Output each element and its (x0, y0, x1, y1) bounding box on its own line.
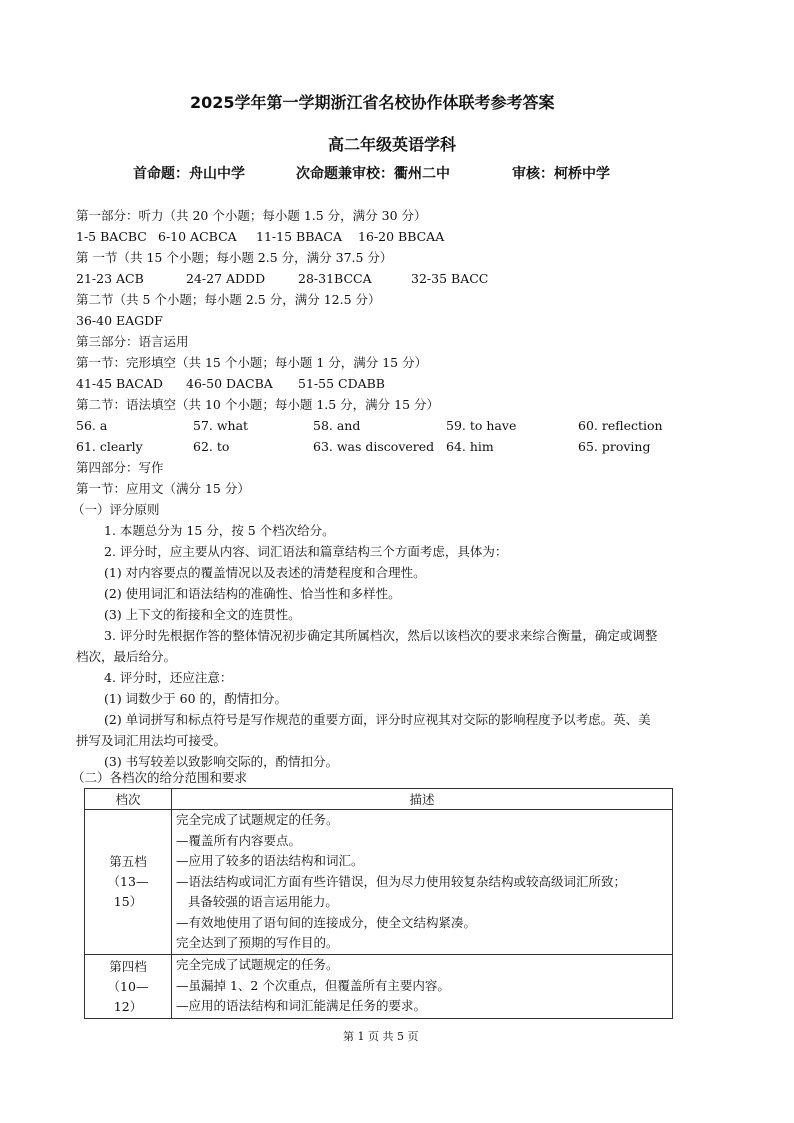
rubric-desc-line: 完全完成了试题规定的任务。 (176, 957, 339, 972)
page-number: 第 1 页 共 5 页 (343, 1030, 419, 1043)
principle-4b-cont: 拼写及词汇用法均可接受。 (76, 733, 227, 748)
principle-2: 2. 评分时，应主要从内容、词汇语法和篇章结构三个方面考虑，具体为： (104, 544, 508, 559)
credit-first-setter: 首命题：舟山中学 (133, 166, 245, 182)
part3-section1-heading: 第一节：完形填空（共 15 个小题；每小题 1 分，满分 15 分） (76, 355, 428, 370)
grammar-answer: 65. proving (578, 439, 651, 454)
answer-group: 21-23 ACB (76, 271, 144, 286)
grammar-answer: 60. reflection (578, 418, 663, 433)
principle-2a: (1) 对内容要点的覆盖情况以及表述的清楚程度和合理性。 (104, 565, 426, 580)
rubric-desc-line: 完全完成了试题规定的任务。 (176, 812, 339, 827)
part3-heading: 第三部分：语言运用 (76, 334, 189, 349)
principle-4c: (3) 书写较差以致影响交际的，酌情扣分。 (104, 754, 339, 769)
answer-group: 41-45 BACAD (76, 376, 163, 391)
principle-4: 4. 评分时，还应注意： (104, 670, 233, 685)
rubric-header-description: 描述 (172, 789, 673, 810)
answer-group: 32-35 BACC (411, 271, 489, 286)
rubric-desc-line: —语法结构或词汇方面有些许错误，但为尽力使用较复杂结构或较高级词汇所致； (176, 873, 627, 889)
rubric-desc-line: —有效地使用了语句间的连接成分，使全文结构紧凑。 (176, 914, 477, 930)
rubric-header-row (85, 789, 673, 810)
part4-heading: 第四部分：写作 (76, 460, 164, 475)
answer-group: 51-55 CDABB (298, 376, 385, 391)
rubric-desc-line: —应用的语法结构和词汇能满足任务的要求。 (176, 998, 427, 1013)
rubric-level-name: 第五档 (109, 854, 147, 869)
answer-group: 46-50 DACBA (186, 376, 273, 391)
rubric-level-name: 第四档 (109, 958, 147, 974)
principle-4a: (1) 词数少于 60 的，酌情扣分。 (104, 691, 288, 706)
rubric-level-range: （13— (107, 874, 149, 889)
grammar-answer: 58. and (313, 418, 361, 433)
part1-heading: 第一部分：听力（共 20 个小题；每小题 1.5 分，满分 30 分） (76, 208, 427, 223)
rubric-desc-line: —应用了较多的语法结构和词汇。 (176, 853, 364, 868)
principle-2b: (2) 使用词汇和语法结构的准确性、恰当性和多样性。 (104, 586, 401, 601)
rubric-desc-line: —覆盖所有内容要点。 (176, 832, 302, 848)
part2-section1-heading: 第 一节（共 15 个小题；每小题 2.5 分，满分 37.5 分） (76, 250, 393, 265)
levels-heading: （二）各档次的给分范围和要求 (72, 770, 248, 785)
rubric-level-range: （10— (107, 978, 149, 994)
grammar-answer: 57. what (193, 418, 249, 433)
grammar-answer: 63. was discovered (313, 439, 435, 454)
credit-second-setter: 次命题兼审校：衢州二中 (296, 166, 450, 182)
grammar-answer: 59. to have (446, 418, 517, 433)
answer-group: 24-27 ADDD (186, 271, 266, 286)
grammar-answer: 61. clearly (76, 439, 143, 454)
answer-group: 16-20 BBCAA (358, 229, 445, 244)
document-subtitle: 高二年级英语学科 (328, 135, 457, 154)
rubric-desc-line: —虽漏掉 1、2 个次重点，但覆盖所有主要内容。 (176, 977, 450, 993)
grammar-answer: 64. him (446, 439, 494, 454)
grammar-answer: 62. to (193, 439, 230, 454)
document-title: 2025学年第一学期浙江省名校协作体联考参考答案 (190, 93, 555, 112)
rubric-table (84, 788, 673, 1019)
answer-group: 36-40 EAGDF (76, 313, 163, 328)
answer-group: 11-15 BBACA (256, 229, 342, 244)
rubric-description-cell (172, 810, 673, 955)
principle-1: 1. 本题总分为 15 分，按 5 个档次给分。 (104, 523, 335, 538)
part2-section2-heading: 第二节（共 5 个小题；每小题 2.5 分，满分 12.5 分） (76, 292, 381, 307)
answer-group: 6-10 ACBCA (158, 229, 237, 244)
rubric-header-level: 档次 (85, 789, 172, 810)
answer-group: 1-5 BACBC (76, 229, 147, 244)
principle-3: 3. 评分时先根据作答的整体情况初步确定其所属档次，然后以该档次的要求来综合衡量，确定或调整 (104, 628, 658, 643)
credit-reviewer: 审核：柯桥中学 (512, 166, 610, 182)
principle-3-cont: 档次，最后给分。 (76, 649, 177, 664)
rubric-row (85, 955, 673, 1019)
rubric-level-range: 12） (113, 998, 143, 1014)
principle-2c: (3) 上下文的衔接和全文的连贯性。 (104, 607, 301, 622)
rubric-level-range: 15） (113, 894, 143, 909)
rubric-desc-line: 完全达到了预期的写作目的。 (176, 935, 339, 950)
rubric-row (85, 810, 673, 955)
rubric-level-cell (85, 810, 172, 955)
rubric-desc-line: 具备较强的语言运用能力。 (176, 894, 338, 909)
answer-group: 28-31BCCA (298, 271, 372, 286)
part3-section2-heading: 第二节：语法填空（共 10 个小题；每小题 1.5 分，满分 15 分） (76, 397, 440, 412)
rubric-level-cell (85, 955, 172, 1019)
rubric-description-cell (172, 955, 673, 1019)
grammar-answer: 56. a (76, 418, 108, 433)
part4-section1-heading: 第一节：应用文（满分 15 分） (76, 481, 250, 496)
principle-4b: (2) 单词拼写和标点符号是写作规范的重要方面，评分时应视其对交际的影响程度予以考虑。英、美 (104, 712, 651, 727)
principles-heading: （一）评分原则 (72, 502, 160, 517)
